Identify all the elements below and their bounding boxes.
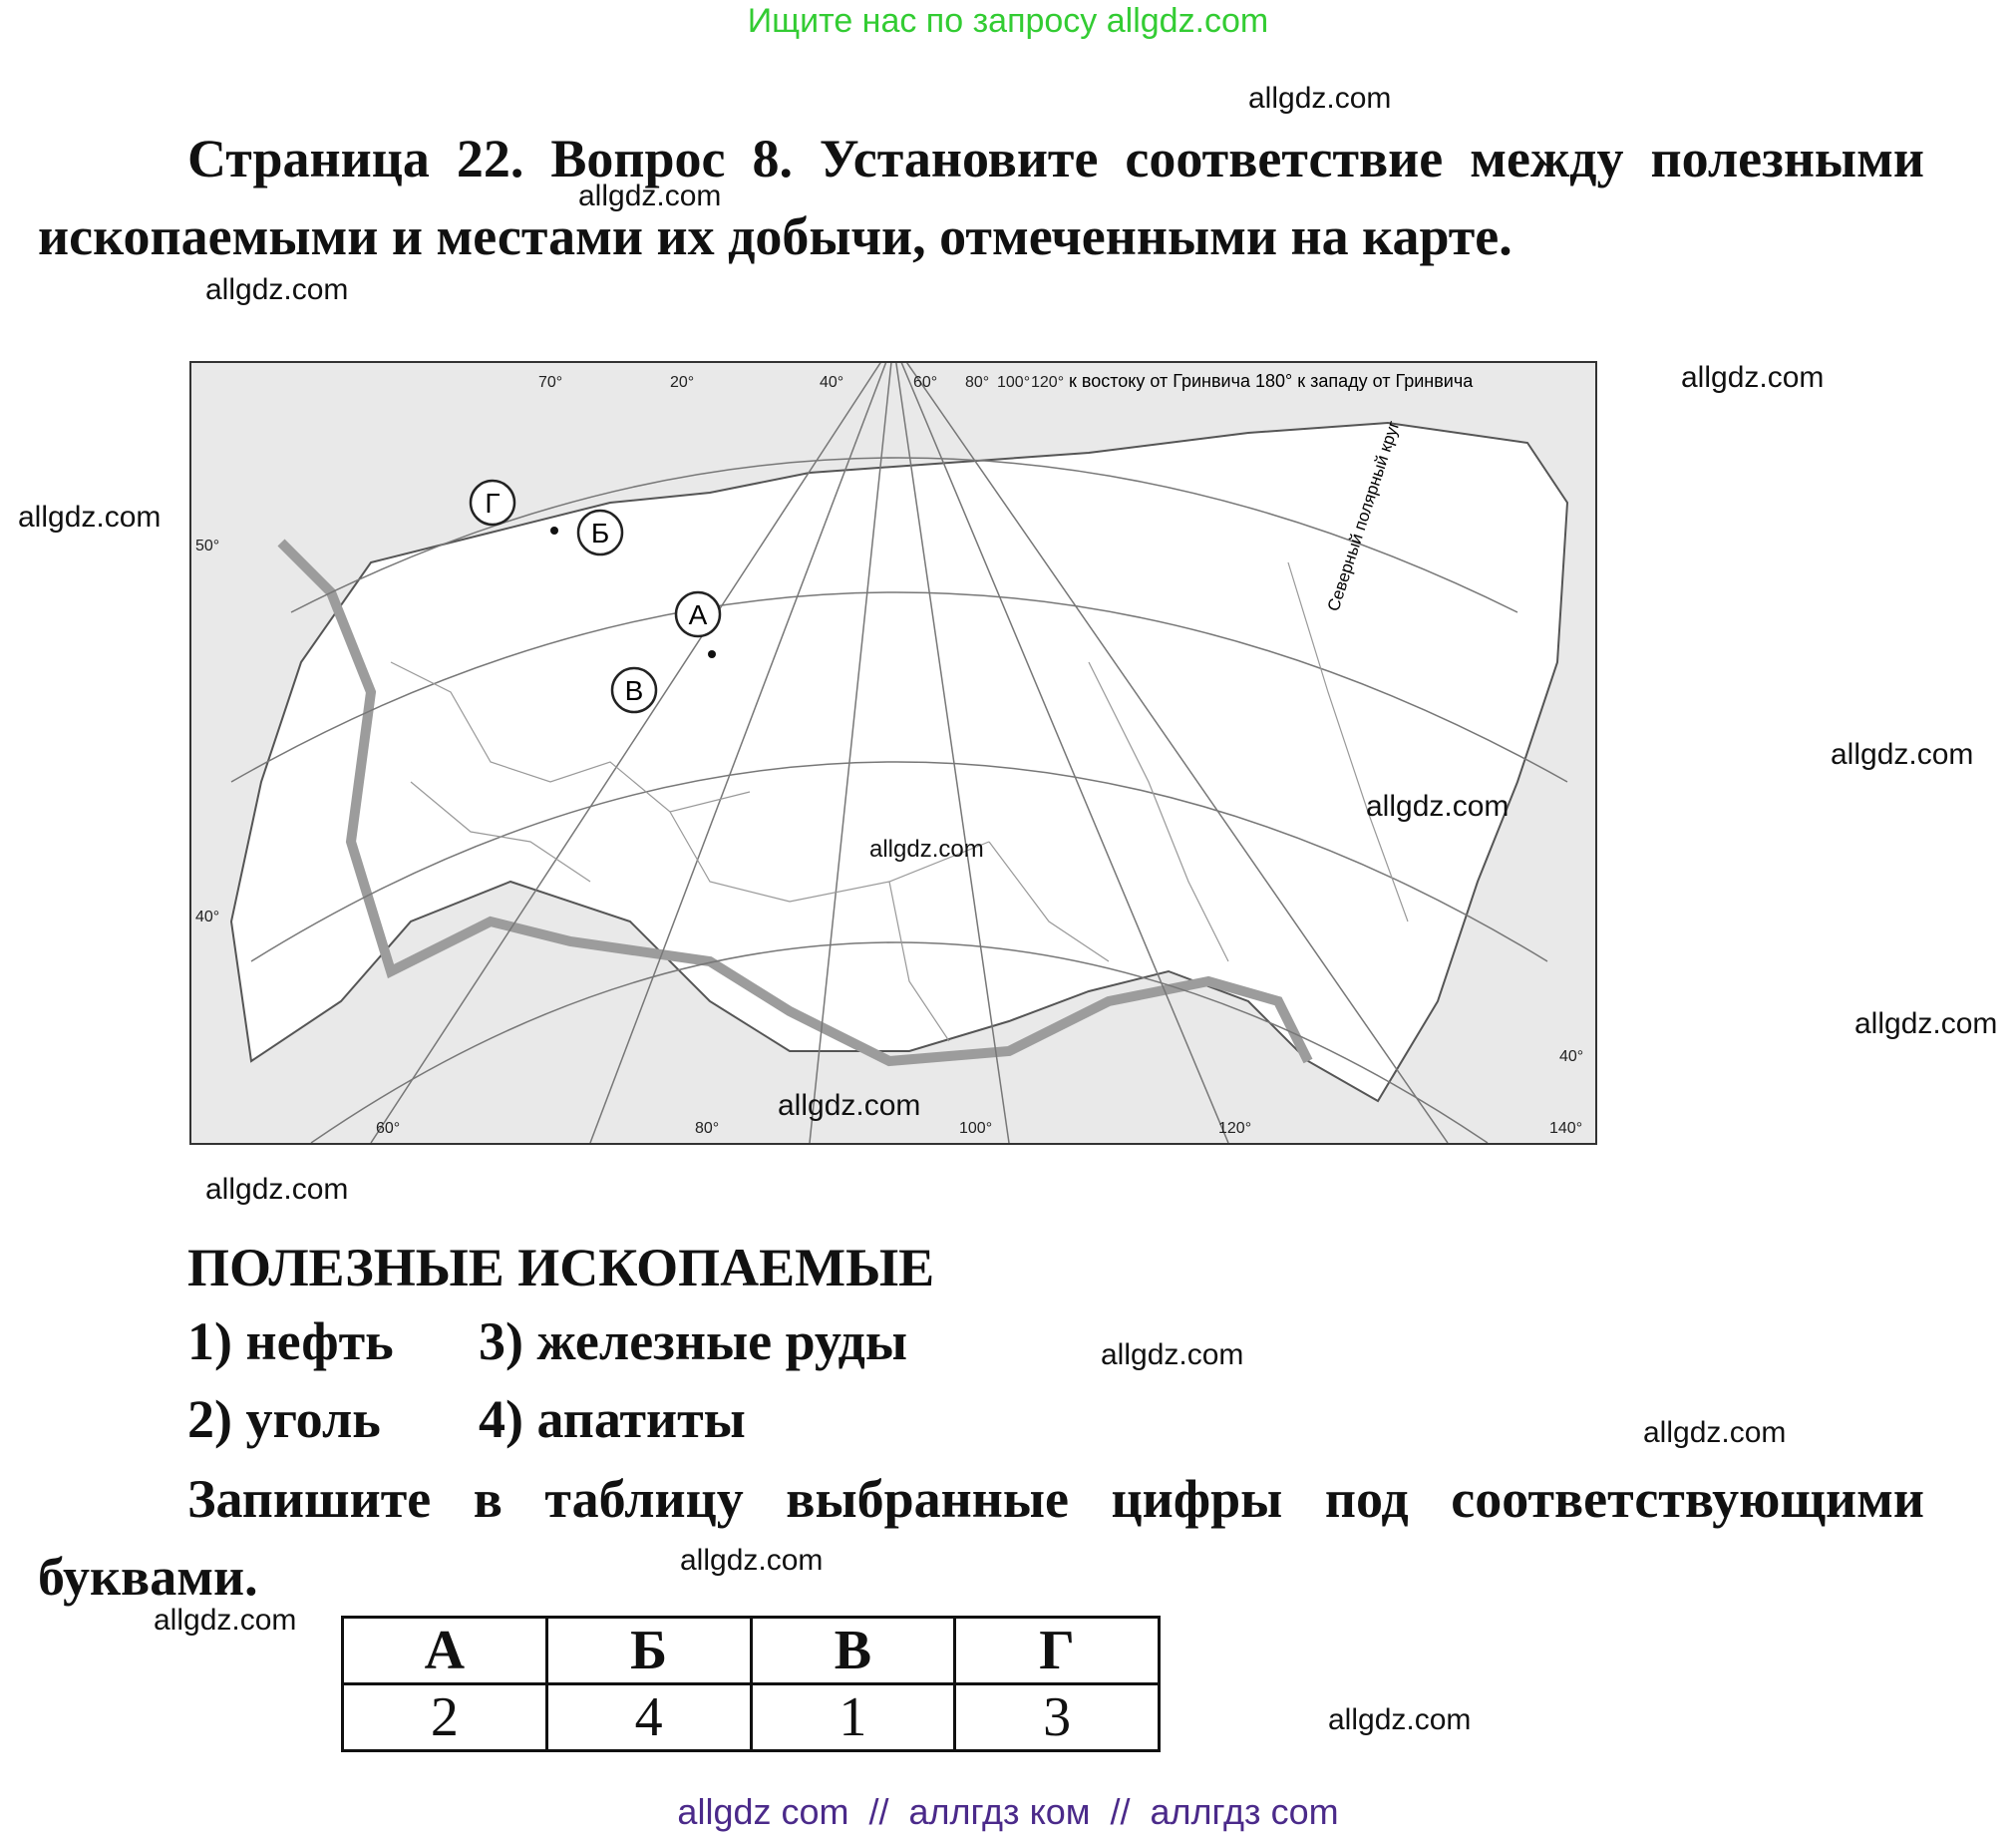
watermark: allgdz.com bbox=[578, 180, 722, 212]
longitude-label: 40° bbox=[820, 374, 844, 391]
watermark: allgdz.com bbox=[1366, 790, 1510, 823]
watermark: allgdz.com bbox=[205, 1173, 349, 1206]
instruction-text: Запишите в таблицу выбранные цифры под соответствующими буквами. bbox=[38, 1469, 1924, 1607]
answer-digit: 3 bbox=[955, 1684, 1160, 1751]
watermark: allgdz.com bbox=[1328, 1703, 1472, 1736]
answer-letter: Г bbox=[955, 1618, 1160, 1684]
minerals-heading: ПОЛЕЗНЫЕ ИСКОПАЕМЫЕ bbox=[187, 1238, 935, 1297]
mineral-item: 3) железные руды bbox=[479, 1311, 907, 1371]
mineral-item: 1) нефть bbox=[187, 1311, 394, 1371]
latitude-label: 40° bbox=[195, 909, 220, 925]
svg-text:В: В bbox=[624, 675, 644, 706]
mineral-item: 4) апатиты bbox=[479, 1389, 746, 1449]
mineral-item: 2) уголь bbox=[187, 1389, 381, 1449]
top-caption: к востоку от Гринвича 180° к западу от Гринвича bbox=[1069, 371, 1474, 391]
map-drawing bbox=[191, 363, 1595, 1143]
watermark: allgdz.com bbox=[869, 836, 984, 863]
svg-text:А: А bbox=[688, 599, 708, 630]
answer-letter: В bbox=[751, 1618, 955, 1684]
watermark: allgdz.com bbox=[205, 273, 349, 306]
answer-table bbox=[341, 1616, 1161, 1752]
answer-letter: Б bbox=[546, 1618, 751, 1684]
watermark: allgdz.com bbox=[154, 1604, 297, 1637]
longitude-label: 100° bbox=[959, 1120, 993, 1137]
answer-digit: 1 bbox=[751, 1684, 955, 1751]
latitude-label: 50° bbox=[195, 538, 220, 554]
longitude-label: 100° bbox=[997, 374, 1031, 391]
svg-text:Г: Г bbox=[485, 488, 501, 519]
watermark: allgdz.com bbox=[1643, 1416, 1787, 1449]
watermark: allgdz.com bbox=[1831, 738, 1974, 771]
longitude-label: 120° bbox=[1031, 374, 1065, 391]
search-banner: Ищите нас по запросу allgdz.com bbox=[747, 2, 1269, 40]
answer-digit: 4 bbox=[546, 1684, 751, 1751]
longitude-label: 60° bbox=[376, 1120, 401, 1137]
latitude-label: 70° bbox=[538, 374, 563, 391]
arctic-circle-label: Северный полярный круг bbox=[1323, 418, 1404, 614]
watermark: allgdz.com bbox=[18, 501, 162, 534]
watermark: allgdz.com bbox=[1854, 1007, 1998, 1040]
watermark: allgdz.com bbox=[1681, 361, 1825, 394]
answer-digit: 2 bbox=[343, 1684, 547, 1751]
longitude-label: 80° bbox=[965, 374, 990, 391]
longitude-label: 140° bbox=[1549, 1120, 1583, 1137]
longitude-label: 120° bbox=[1218, 1120, 1252, 1137]
map-marker-g bbox=[471, 481, 514, 525]
map-marker-v bbox=[612, 668, 656, 712]
map-marker-b bbox=[578, 511, 622, 554]
svg-text:Б: Б bbox=[590, 518, 610, 549]
longitude-label: 20° bbox=[670, 374, 695, 391]
watermark: allgdz.com bbox=[778, 1089, 921, 1122]
watermark: allgdz.com bbox=[1101, 1338, 1244, 1371]
deposit-dot bbox=[550, 527, 558, 535]
deposit-dot bbox=[708, 650, 716, 658]
map-marker-a bbox=[676, 592, 720, 636]
longitude-label: 60° bbox=[913, 374, 938, 391]
latitude-label: 40° bbox=[1559, 1048, 1584, 1065]
watermark: allgdz.com bbox=[1248, 82, 1392, 115]
question-title: Страница 22. Вопрос 8. Установите соответствие между полезными ископаемыми и местами их добычи, отмеченными на карте. bbox=[38, 129, 1924, 266]
watermark: allgdz.com bbox=[680, 1544, 824, 1577]
russia-map bbox=[189, 361, 1597, 1145]
longitude-label: 80° bbox=[695, 1120, 720, 1137]
answer-letter: А bbox=[343, 1618, 547, 1684]
footer-links: allgdz com // аллгдз ком // аллгдз com bbox=[677, 1791, 1339, 1832]
